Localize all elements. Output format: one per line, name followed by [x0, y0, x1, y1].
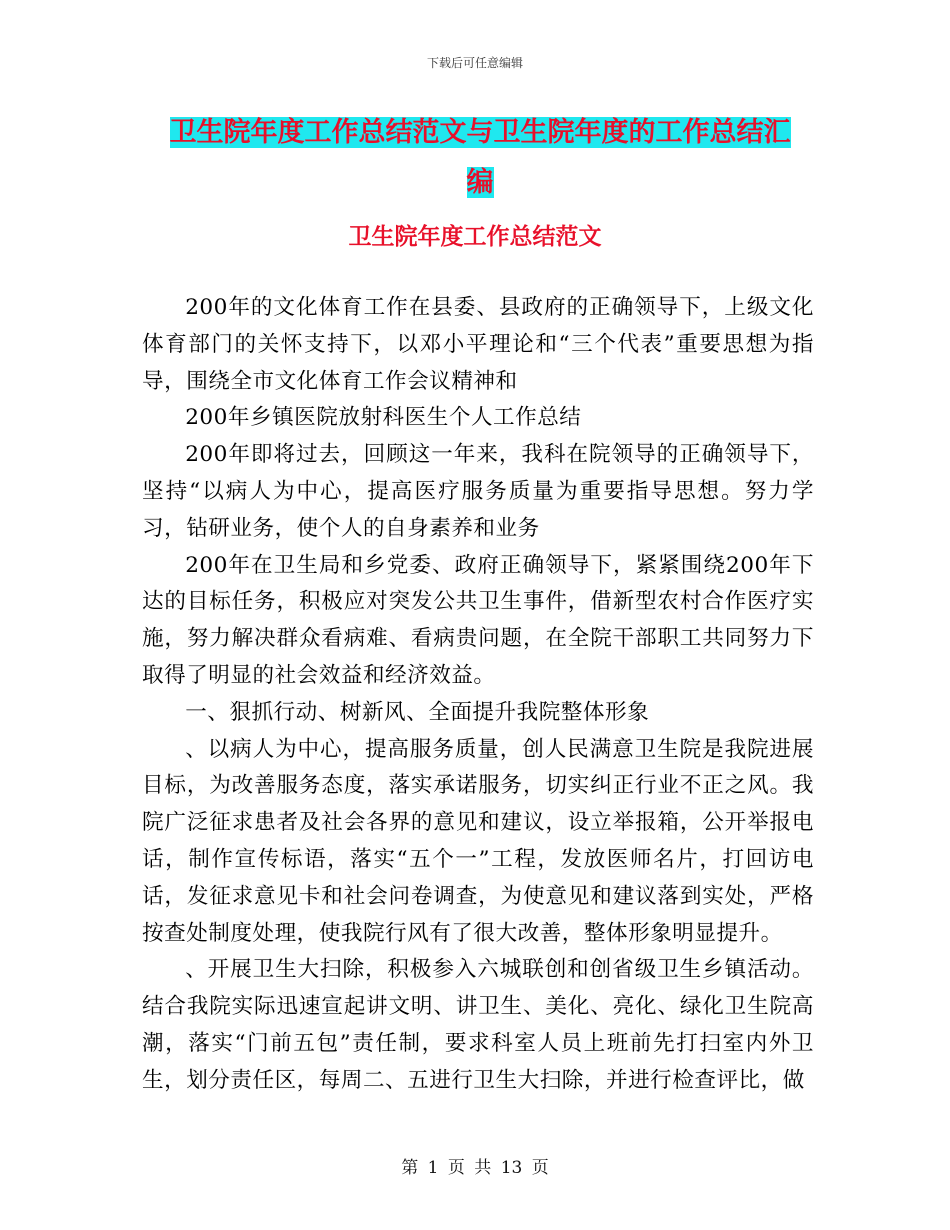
paragraph: 、以病人为中心，提高服务质量，创人民满意卫生院是我院进展目标，为改善服务态度，落实承诺服务，切实纠正行业不正之风。我院广泛征求患者及社会各界的意见和建议，设立举报箱，公开举报电话，制作宣传标语，落实“五个一”工程，发放医师名片，打回访电话，发征求意见卡和社会问卷调查，为使意见和建议落到实处，严格按查处制度处理，使我院行风有了很大改善，整体形象明显提升。 [142, 736, 814, 946]
paragraph: 200年乡镇医院放射科医生个人工作总结 [185, 405, 582, 431]
paragraph: 200年即将过去，回顾这一年来，我科在院领导的正确领导下，坚持“以病人为中心，提高医疗服务质量为重要指导思想。努力学习，钻研业务，使个人的自身素养和业务 [142, 442, 814, 541]
paragraph: 200年的文化体育工作在县委、县政府的正确领导下，上级文化体育部门的关怀支持下，以邓小平理论和“三个代表”重要思想为指导，围绕全市文化体育工作会议精神和 [142, 295, 814, 394]
section-title: 卫生院年度工作总结范文 [348, 223, 602, 250]
document-title-line2: 编 [466, 167, 494, 198]
document-title-line1: 卫生院年度工作总结范文与卫生院年度的工作总结汇 [169, 117, 791, 148]
page-number-footer: 第 1 页 共 13 页 [401, 1158, 549, 1178]
document-body [142, 290, 814, 1100]
paragraph: 200年在卫生局和乡党委、政府正确领导下，紧紧围绕200年下达的目标任务，积极应对突发公共卫生事件，借新型农村合作医疗实施，努力解决群众看病难、看病贵问题，在全院干部职工共同努力下取得了明显的社会效益和经济效益。 [142, 552, 814, 688]
paragraph: 一、狠抓行动、树新风、全面提升我院整体形象 [185, 699, 650, 725]
header-note: 下载后可任意编辑 [426, 56, 523, 70]
document-title [140, 108, 820, 208]
paragraph: 、开展卫生大扫除，积极参入六城联创和创省级卫生乡镇活动。结合我院实际迅速宣起讲文明、讲卫生、美化、亮化、绿化卫生院高潮，落实“门前五包”责任制，要求科室人员上班前先打扫室内外卫生，划分责任区，每周二、五进行卫生大扫除，并进行检查评比，做 [142, 957, 814, 1093]
